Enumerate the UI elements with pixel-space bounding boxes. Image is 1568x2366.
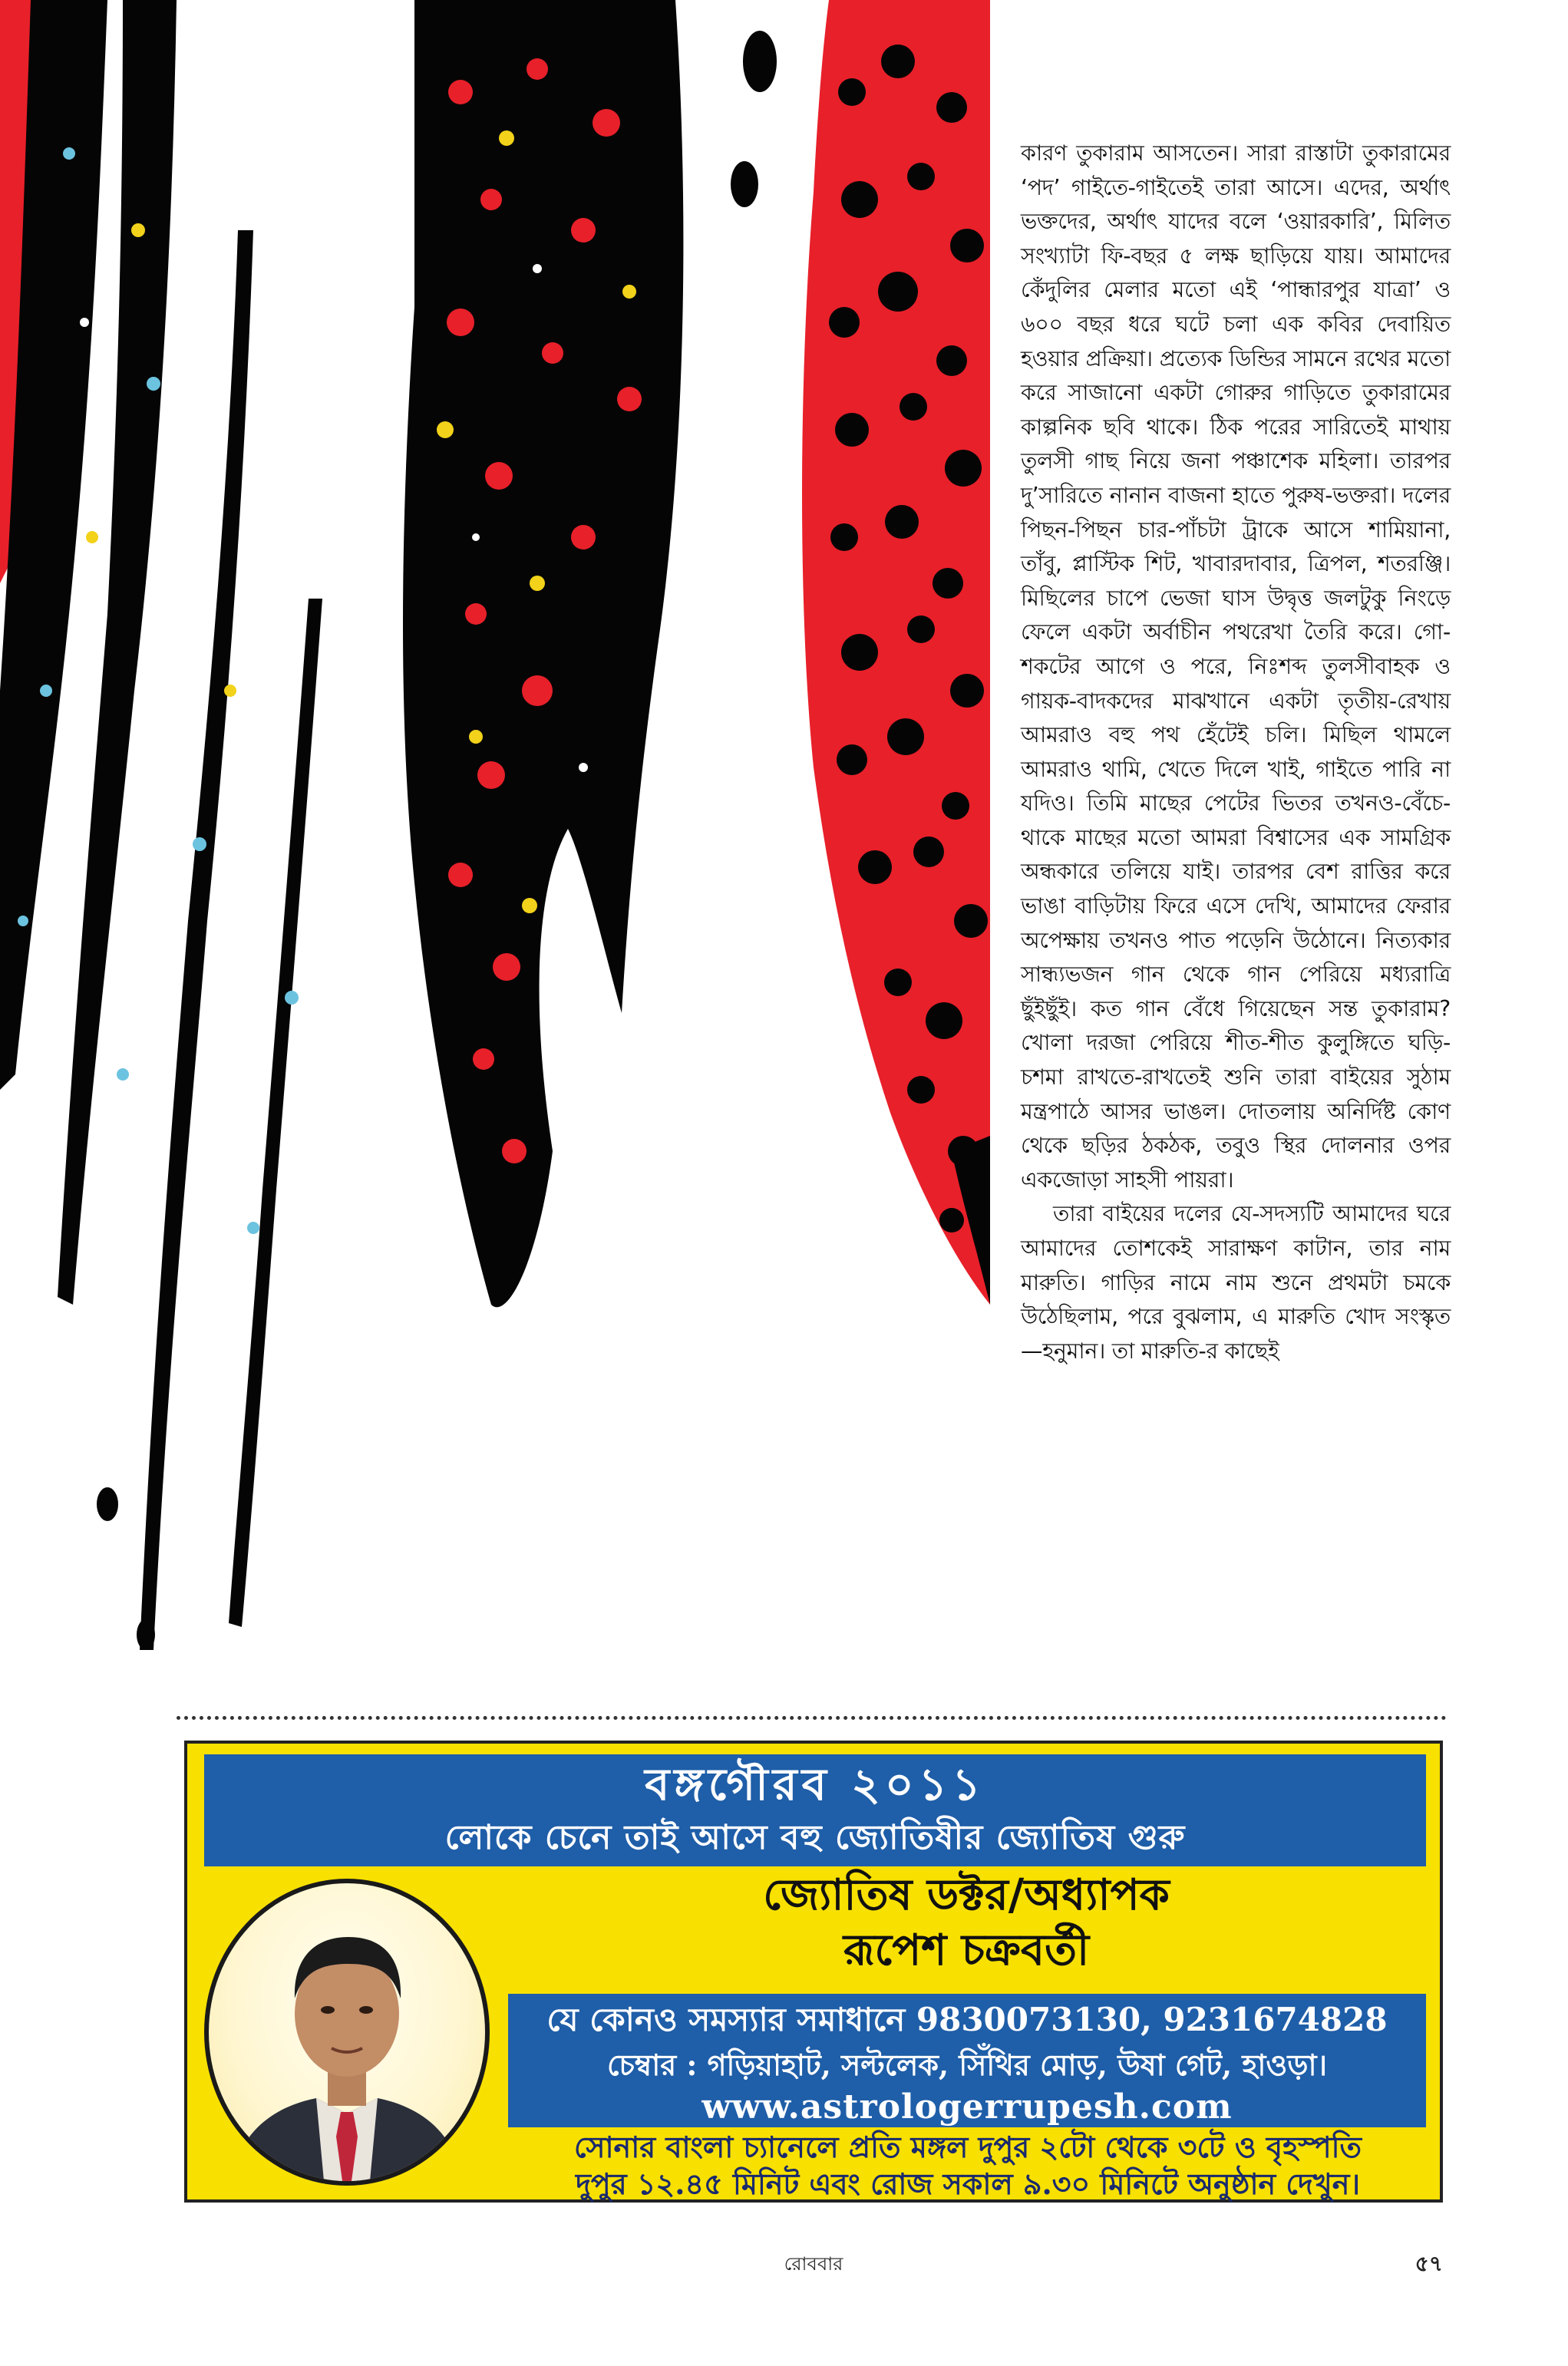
astrologer-portrait <box>204 1879 490 2186</box>
ad-role: জ্যোতিষ ডক্টর/অধ্যাপক <box>763 1869 1170 1920</box>
ad-banner <box>204 1754 1426 1866</box>
dotted-divider <box>177 1716 1447 1720</box>
schedule-line: দুপুর ১২.৪৫ মিনিট এবং রোজ সকাল ৯.৩০ মিনিটে অনুষ্ঠান দেখুন। <box>575 2166 1361 2201</box>
schedule-line: সোনার বাংলা চ্যানেলে প্রতি মঙ্গল দুপুর ২টো থেকে ৩টে ও বৃহস্পতি <box>573 2130 1362 2164</box>
ad-tagline: লোকে চেনে তাই আসে বহু জ্যোতিষীর জ্যোতিষ গুরু <box>444 1818 1186 1857</box>
chamber-line: চেম্বার : গড়িয়াহাট, সল্টলেক, সিঁথির মোড়, উষা গেট, হাওড়া। <box>606 2048 1328 2082</box>
ad-heading <box>510 1866 1423 1977</box>
website-link[interactable]: www.astrologerrupesh.com <box>701 2087 1233 2127</box>
broadcast-schedule <box>510 2129 1426 2203</box>
magazine-name: রোববার <box>784 2253 843 2275</box>
page-number: ৫৭ <box>1415 2251 1443 2276</box>
ad-contact-box <box>508 1994 1426 2127</box>
abstract-illustration <box>0 0 990 1665</box>
ad-title: বঙ্গগৌরব ২০১১ <box>645 1758 985 1810</box>
article-column <box>1021 137 1451 1368</box>
portrait-illustration <box>209 1883 485 2181</box>
article-paragraph: তারা বাইয়ের দলের যে-সদস্যটি আমাদের ঘরে আমাদের তোশকেই সারাক্ষণ কাটান, তার নাম মারুতি। গাড়ির নামে নাম শুনে প্রথমটা চমকে উঠেছিলাম, পরে বুঝলাম, এ মারুতি খোদ সংস্কৃত—হনুমান। তা মারুতি-র কাছেই <box>1021 1201 1451 1364</box>
astrologer-advertisement <box>184 1741 1443 2203</box>
astrologer-name: রূপেশ চক্রবর্তী <box>843 1925 1090 1975</box>
article-paragraph: কারণ তুকারাম আসতেন। সারা রাস্তাটা তুকারামের ‘পদ’ গাইতে-গাইতেই তারা আসে। এদের, অর্থাৎ ভক্তদের, অর্থাৎ যাদের বলে ‘ওয়ারকারি’, মিলিত সংখ্যাটা ফি-বছর ৫ লক্ষ ছাড়িয়ে যায়। আমাদের কেঁদুলির মেলার মতো এই ‘পান্ধারপুর যাত্রা’ ও ৬০০ বছর ধরে ঘটে চলা এক কবির দেবায়িত হওয়ার প্রক্রিয়া। প্রত্যেক ডিন্ডির সামনে রথের মতো করে সাজানো একটা গোরুর গাড়িতে তুকারামের কাল্পনিক ছবি থাকে। ঠিক পরের সারিতেই মাথায় তুলসী গাছ নিয়ে জনা পঞ্চাশেক মহিলা। তারপর দু’সারিতে নানান বাজনা হাতে পুরুষ-ভক্তরা। দলের পিছন-পিছন চার-পাঁচটা ট্রাকে আসে শামিয়ানা, তাঁবু, প্লাস্টিক শিট, খাবারদাবার, ত্রিপল, শতরঞ্জি। মিছিলের চাপে ভেজা ঘাস উদ্বৃত্ত জলটুকু নিংড়ে ফেলে একটা অর্বাচীন পথরেখা তৈরি করে। গো-শকটের আগে ও পরে, নিঃশব্দ তুলসীবাহক ও গায়ক-বাদকদের মাঝখানে একটা তৃতীয়-রেখায় আমরাও বহু পথ হেঁটেই চলি। মিছিল থামলে আমরাও থামি, খেতে দিলে খাই, গাইতে পারি না যদিও। তিমি মাছের পেটের ভিতর তখনও-বেঁচে-থাকে মাছের মতো আমরা বিশ্বাসের এক সামগ্রিক অন্ধকারে তলিয়ে যাই। তারপর বেশ রাত্তির করে ভাঙা বাড়িটায় ফিরে এসে দেখি, আমাদের ফেরার অপেক্ষায় তখনও পাত পড়েনি উঠোনে। নিত্যকার সান্ধ্যভজন গান থেকে গান পেরিয়ে মধ্যরাত্রি ছুঁইছুঁই। কত গান বেঁধে গিয়েছেন সন্ত তুকারাম? খোলা দরজা পেরিয়ে শীত-শীত কুলুঙ্গিতে ঘড়ি-চশমা রাখতে-রাখতেই শুনি তারা বাইয়ের সুঠাম মন্ত্রপাঠে আসর ভাঙল। দোতলায় অনির্দিষ্ট কোণ থেকে ছড়ির ঠকঠক, তবুও স্থির দোলনার ওপর একজোড়া সাহসী পায়রা। <box>1021 140 1451 1193</box>
phone-line: যে কোনও সমস্যার সমাধানে 9830073130, 9231674828 <box>546 2001 1388 2038</box>
